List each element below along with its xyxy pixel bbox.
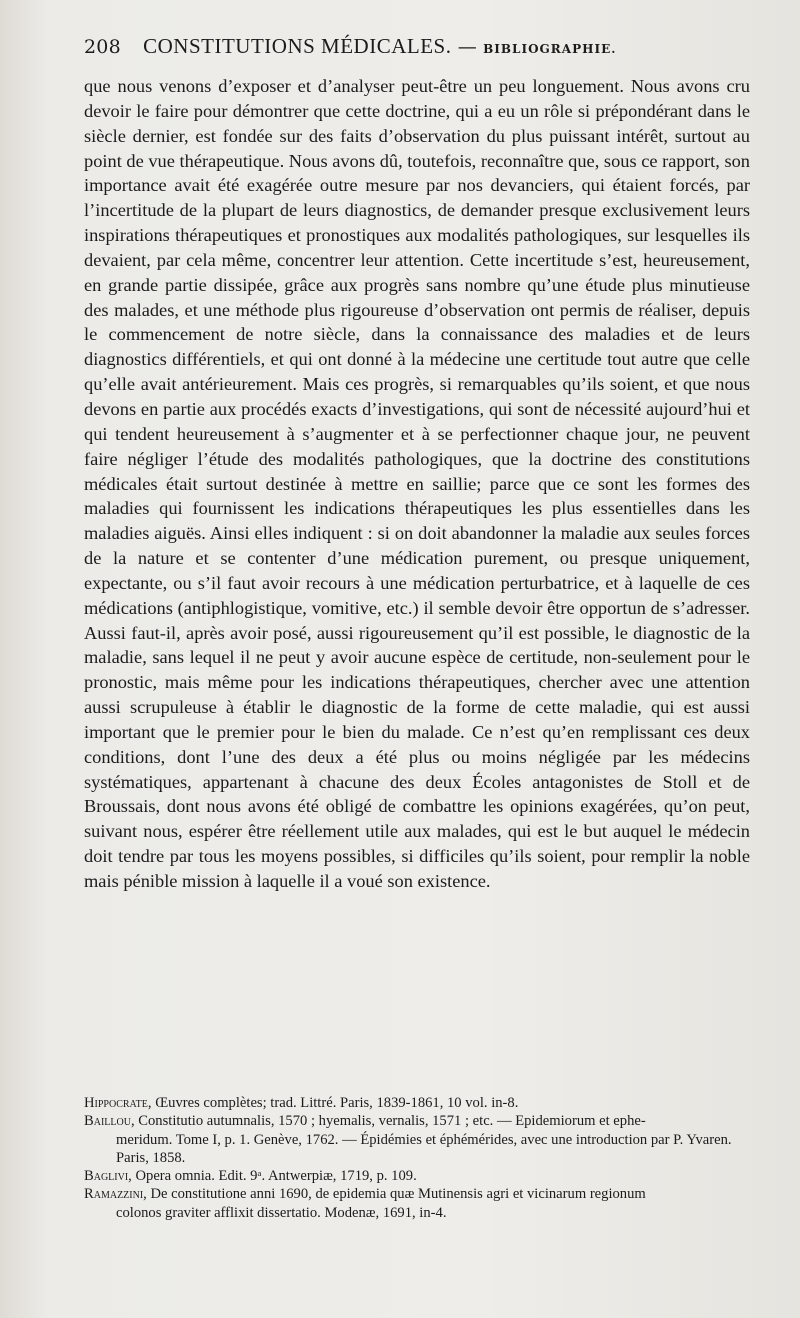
reference-entry <box>84 1185 752 1222</box>
reference-text: Œuvres complètes; trad. Littré. Paris, 1839-1861, 10 vol. in-8. <box>151 1095 519 1111</box>
reference-text: Opera omnia. Edit. 9ᵃ. Antwerpiæ, 1719, p. 109. <box>131 1168 417 1185</box>
reference-author: Ramazzini, <box>84 1186 147 1203</box>
bibliography <box>84 1094 752 1222</box>
reference-continuation: colonos graviter afflixit dissertatio. Modenæ, 1691, in-4. <box>116 1204 447 1221</box>
running-header <box>84 34 764 59</box>
reference-entry <box>84 1112 752 1167</box>
reference-author: Hippocrate, <box>84 1095 152 1111</box>
reference-author: Baglivi, <box>84 1168 132 1185</box>
reference-text: De constitutione anni 1690, de epidemia quæ Mutinensis agri et vicinarum regionum <box>146 1186 646 1203</box>
running-subtitle: BIBLIOGRAPHIE. <box>483 42 617 56</box>
reference-text: Constitutio autumnalis, 1570 ; hyemalis, vernalis, 1571 ; etc. — Epidemiorum et ephe- <box>134 1113 646 1130</box>
reference-author: Baillou, <box>84 1113 135 1130</box>
header-dash: — <box>457 36 477 58</box>
body-paragraph: que nous venons d’exposer et d’analyser peut-être un peu longuement. Nous avons cru devoir le faire pour démontrer que cette doctrine, qui a eu un rôle si prépondérant dans le siècle dernier, est fondée sur des faits d’observation du plus puissant intérêt, surtout au point de vue thérapeutique. Nous avons dû, toutefois, reconnaître que, sous ce rapport, son importance avait été exagérée outre mesure par nos devanciers, qui étaient forcés, par l’incertitude de la plupart de leurs diagnostics, de demander presque exclusivement leurs inspirations thérapeutiques et pronostiques aux modalités pathologiques, sur lesquelles ils devaient, par cela même, concentrer leur attention. Cette incertitude s’est, heureusement, en grande partie dissipée, grâce aux progrès sans nombre qu’une étude plus minutieuse des malades, et une méthode plus rigoureuse d’observation ont permis de réaliser, depuis le commencement de notre siècle, dans la connaissance des maladies et de leurs diagnostics différentiels, et qui ont donné à la médecine une certitude tout autre que celle qu’elle avait antérieurement. Mais ces progrès, si remarquables qu’ils soient, et que nous devons en partie aux procédés exacts d’investigations, qui sont de nécessité aujourd’hui et qui tendent heureusement à s’augmenter et à se perfectionner chaque jour, ne peuvent faire négliger l’étude des modalités pathologiques, que la doctrine des constitutions médicales était surtout destinée à mettre en saillie; parce que ce sont les formes des maladies qui fournissent les indications thérapeutiques les plus essentielles dans les maladies aiguës. Ainsi elles indiquent : si on doit abandonner la maladie aux seules forces de la nature et se contenter d’une médication purement, ou presque uniquement, expectante, ou s’il faut avoir recours à une médication perturbatrice, et à laquelle de ces médications (antiphlogistique, vomitive, etc.) il semble devoir être opportun de s’adresser. Aussi faut-il, après avoir posé, aussi rigoureusement qu’il est possible, le diagnostic de la maladie, sans lequel il ne peut y avoir aucune espèce de certitude, non-seulement pour le pronostic, mais même pour les indications thérapeutiques, chercher avec une attention aussi scrupuleuse à établir le diagnostic de la forme de cette maladie, qui est aussi important que le premier pour le bien du malade. Ce n’est qu’en remplissant ces deux conditions, dont l’une des deux a été plus ou moins négligée par les médecins systématiques, appartenant à chacune des deux Écoles antagonistes de Stoll et de Broussais, dont nous avons été obligé de combattre les opinions exagérées, qu’on peut, suivant nous, espérer être réellement utile aux malades, qui est le but auquel le médecin doit tendre par tous les moyens possibles, si difficiles qu’ils soient, pour remplir la noble mais pénible mission à laquelle il a voué son existence. <box>84 76 750 891</box>
page-number: 208 <box>84 36 121 58</box>
reference-entry <box>84 1167 752 1185</box>
running-title: CONSTITUTIONS MÉDICALES. <box>143 34 452 58</box>
reference-continuation: meridum. Tome I, p. 1. Genève, 1762. — Épidémies et éphémérides, avec une introduction par P. Yvaren. Paris, 1858. <box>116 1131 732 1166</box>
reference-entry <box>84 1094 752 1112</box>
